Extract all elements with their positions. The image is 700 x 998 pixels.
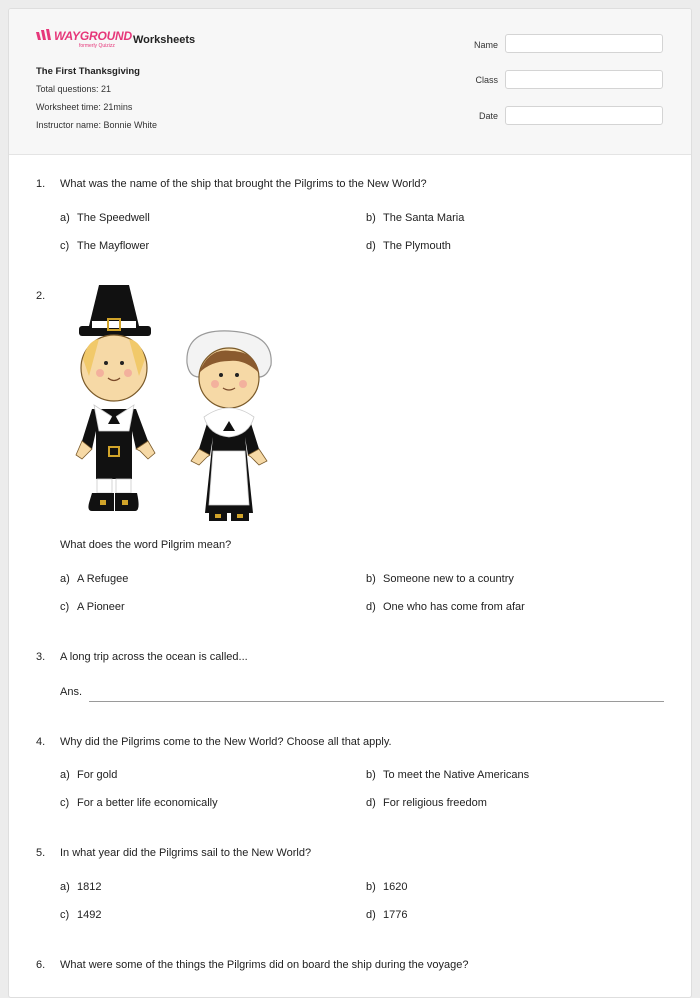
worksheet-time: Worksheet time: 21mins [36, 102, 133, 112]
instructor-name: Instructor name: Bonnie White [36, 120, 158, 130]
question-number: 5. [36, 847, 46, 859]
product-name: Worksheets [133, 34, 196, 46]
date-label: Date [478, 111, 498, 121]
worksheet-header [9, 9, 691, 155]
name-label: Name [473, 40, 498, 50]
answer-label: Ans. [60, 686, 83, 698]
wayground-logo [36, 29, 132, 49]
option-d[interactable]: d) One who has come from afar [366, 601, 525, 613]
logo-mark-icon [36, 29, 52, 43]
answer-line[interactable] [89, 701, 664, 702]
question-number: 2. [36, 290, 46, 302]
option-c[interactable]: c) For a better life economically [60, 797, 218, 809]
option-c[interactable]: c) 1492 [60, 909, 102, 921]
option-a[interactable]: a) 1812 [60, 881, 102, 893]
option-d[interactable]: d) 1776 [366, 909, 408, 921]
question-number: 6. [36, 959, 46, 971]
option-b[interactable]: b) Someone new to a country [366, 573, 514, 585]
question-text: What does the word Pilgrim mean? [60, 539, 232, 551]
question-text: What were some of the things the Pilgrims did on board the ship during the voyage? [60, 959, 469, 971]
option-d[interactable]: d) For religious freedom [366, 797, 487, 809]
pilgrim-couple-image [59, 281, 289, 526]
logo-wordmark: WAYGROUND [54, 28, 132, 43]
date-field[interactable] [505, 106, 663, 125]
question-text: In what year did the Pilgrims sail to the New World? [60, 847, 312, 859]
question-number: 1. [36, 178, 46, 190]
pilgrim-man [76, 285, 155, 511]
option-c[interactable]: c) The Mayflower [60, 240, 150, 252]
option-a[interactable]: a) For gold [60, 769, 118, 781]
option-a[interactable]: a) A Refugee [60, 573, 129, 585]
option-c[interactable]: c) A Pioneer [60, 601, 125, 613]
total-questions: Total questions: 21 [36, 84, 112, 94]
class-label: Class [475, 75, 498, 85]
pilgrim-woman [187, 331, 271, 521]
worksheet-title: The First Thanksgiving [36, 66, 140, 77]
option-d[interactable]: d) The Plymouth [366, 240, 451, 252]
question-text: A long trip across the ocean is called... [60, 651, 248, 663]
class-field[interactable] [505, 70, 663, 89]
question-text: What was the name of the ship that brought the Pilgrims to the New World? [60, 178, 427, 190]
option-b[interactable]: b) 1620 [366, 881, 408, 893]
question-text: Why did the Pilgrims come to the New World? Choose all that apply. [60, 736, 392, 748]
option-a[interactable]: a) The Speedwell [60, 212, 150, 224]
question-number: 3. [36, 651, 46, 663]
name-field[interactable] [505, 34, 663, 53]
worksheet-page [8, 8, 692, 998]
option-b[interactable]: b) The Santa Maria [366, 212, 465, 224]
question-number: 4. [36, 736, 46, 748]
option-b[interactable]: b) To meet the Native Americans [366, 769, 530, 781]
logo-subtitle: formerly Quizizz [79, 43, 115, 49]
